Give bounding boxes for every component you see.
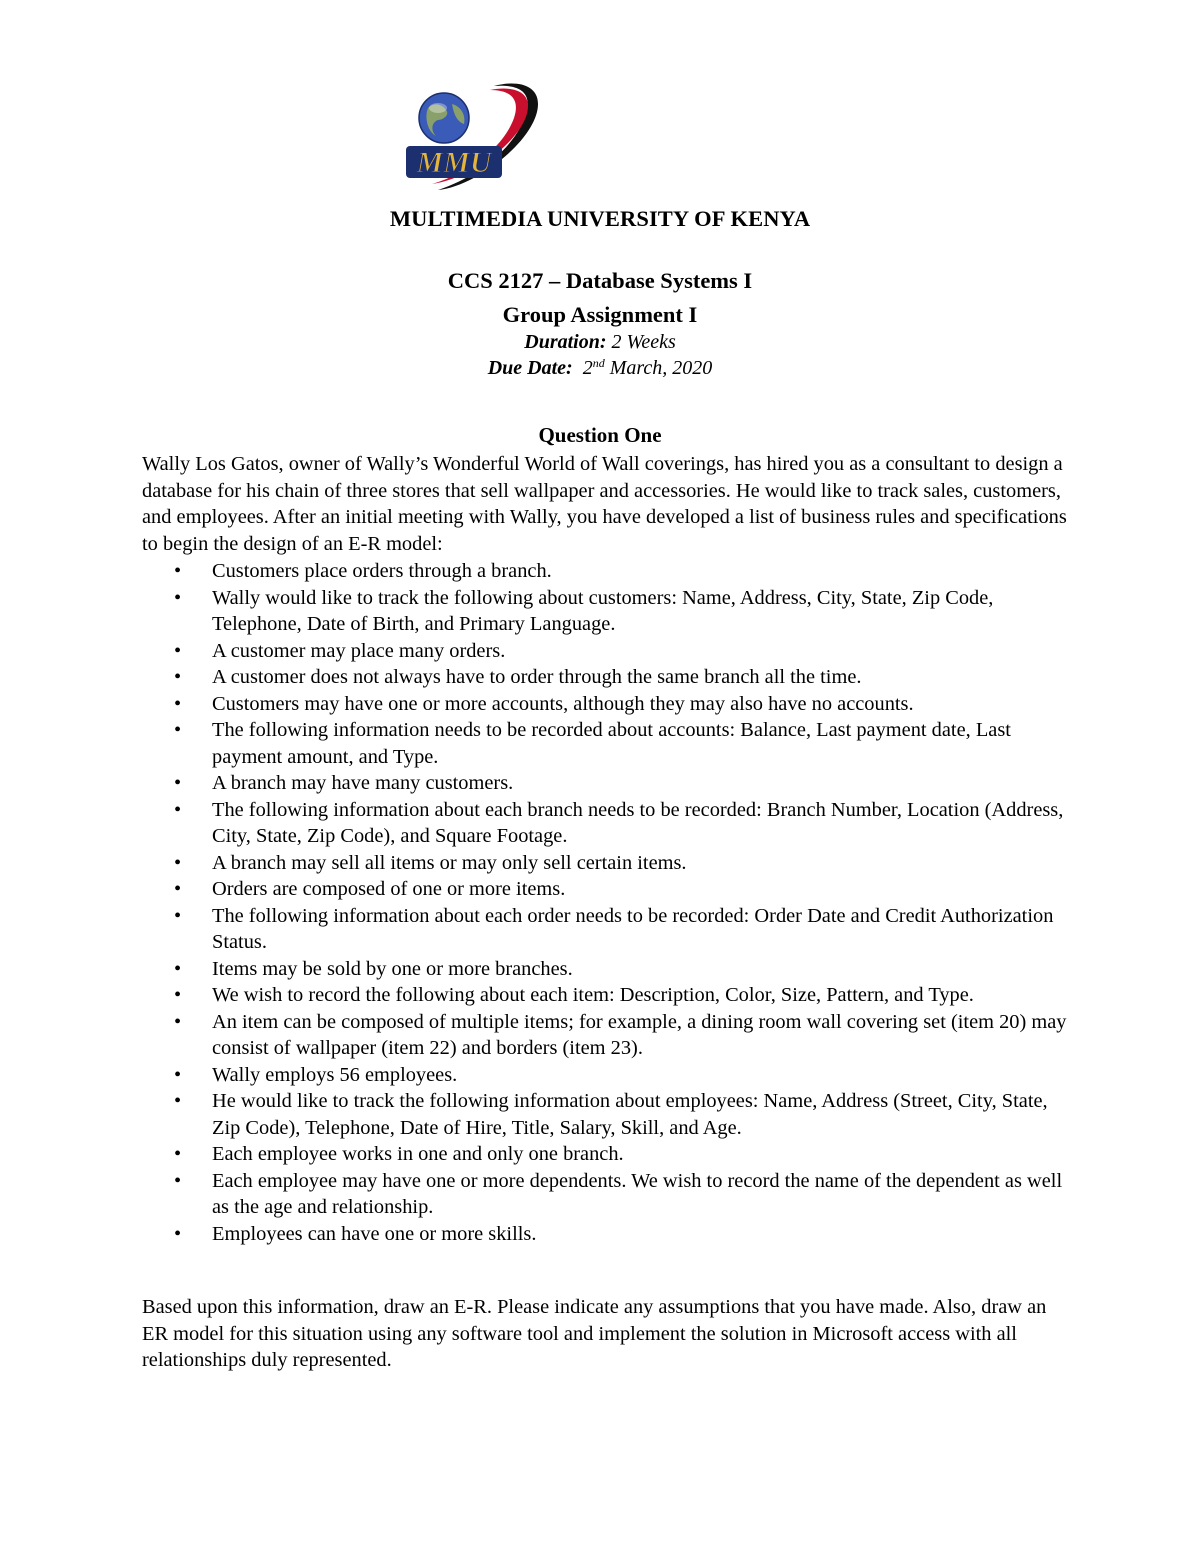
bullet-icon: • bbox=[174, 692, 182, 715]
logo-mmu-text bbox=[406, 146, 502, 179]
duration-value: 2 Weeks bbox=[606, 331, 676, 353]
list-item-text: Employees can have one or more skills. bbox=[212, 1222, 537, 1245]
duration-label: Duration: bbox=[524, 331, 607, 353]
duration-line bbox=[0, 331, 1200, 354]
bullet-icon: • bbox=[174, 666, 182, 688]
list-item bbox=[142, 903, 1072, 956]
assignment-title: Group Assignment I bbox=[502, 302, 698, 327]
list-item-text: A branch may have many customers. bbox=[212, 772, 514, 794]
bullet-icon: • bbox=[174, 639, 182, 662]
list-item-text: Customers place orders through a branch. bbox=[212, 560, 552, 582]
list-item bbox=[142, 717, 1072, 770]
bullet-icon: • bbox=[174, 851, 182, 874]
bullet-icon: • bbox=[174, 1090, 182, 1112]
list-item bbox=[142, 850, 1072, 877]
due-date-rest: March, 2020 bbox=[604, 357, 713, 379]
list-item bbox=[142, 638, 1072, 665]
list-item bbox=[142, 1062, 1072, 1089]
university-name: MULTIMEDIA UNIVERSITY OF KENYA bbox=[389, 206, 811, 231]
bullet-icon: • bbox=[174, 719, 182, 741]
university-logo bbox=[398, 78, 546, 202]
list-item-text: A branch may sell all items or may only sell certain items. bbox=[212, 851, 687, 874]
list-item-text: Wally would like to track the following about customers: Name, Address, City, State, Zip Code, Telephone, Date of Birth, and Primary Language. bbox=[212, 586, 994, 635]
list-item-text: We wish to record the following about each item: Description, Color, Size, Pattern, and Type. bbox=[212, 984, 974, 1006]
due-date-day: 2 bbox=[572, 357, 593, 379]
list-item-text: The following information needs to be recorded about accounts: Balance, Last payment date, Last payment amount, and Type. bbox=[212, 719, 1011, 768]
course-title: CCS 2127 – Database Systems I bbox=[447, 268, 753, 293]
business-rules-list bbox=[142, 558, 1072, 1247]
bullet-icon: • bbox=[174, 957, 182, 980]
list-item bbox=[142, 956, 1072, 983]
question-title: Question One bbox=[538, 423, 662, 447]
list-item bbox=[142, 691, 1072, 718]
list-item-text: He would like to track the following information about employees: Name, Address (Street, City, State, Zip Code), Telephone, Date of Hire, Title, Salary, Skill, and Age. bbox=[212, 1090, 1048, 1139]
bullet-icon: • bbox=[174, 1222, 182, 1245]
list-item bbox=[142, 664, 1072, 691]
question-intro: Wally Los Gatos, owner of Wally’s Wonderful World of Wall coverings, has hired you as a consultant to design a database for his chain of three stores that sell wallpaper and accessories. He would like to track sales, customers, and employees. After an initial meeting with Wally, you have developed a list of business rules and specifications to begin the design of an E-R model: bbox=[142, 453, 1067, 555]
list-item bbox=[142, 982, 1072, 1009]
bullet-icon: • bbox=[174, 878, 182, 900]
svg-text:MMU: MMU bbox=[416, 146, 492, 179]
list-item-text: Items may be sold by one or more branches. bbox=[212, 957, 573, 980]
list-item-text: The following information about each branch needs to be recorded: Branch Number, Location (Address, City, State, Zip Code), and Square Footage. bbox=[212, 798, 1064, 847]
bullet-icon: • bbox=[174, 1010, 182, 1033]
due-date-line bbox=[0, 357, 1200, 380]
list-item bbox=[142, 1009, 1072, 1062]
bullet-icon: • bbox=[174, 1063, 182, 1086]
list-item bbox=[142, 1221, 1072, 1248]
bullet-icon: • bbox=[174, 1169, 182, 1192]
list-item bbox=[142, 1088, 1072, 1141]
bullet-icon: • bbox=[174, 772, 182, 794]
due-date-suffix: nd bbox=[592, 356, 605, 370]
list-item-text: Each employee may have one or more dependents. We wish to record the name of the dependent as well as the age and relationship. bbox=[212, 1169, 1063, 1218]
list-item-text: Each employee works in one and only one branch. bbox=[212, 1143, 624, 1165]
list-item bbox=[142, 1141, 1072, 1168]
bullet-icon: • bbox=[174, 560, 182, 582]
question-closing: Based upon this information, draw an E-R. Please indicate any assumptions that you have made. Also, draw an ER model for this situation using any software tool and implement the solution in Microsoft access with all relationships duly represented. bbox=[142, 1296, 1047, 1371]
bullet-icon: • bbox=[174, 586, 182, 609]
bullet-icon: • bbox=[174, 904, 182, 927]
bullet-icon: • bbox=[174, 1143, 182, 1165]
list-item-text: Customers may have one or more accounts, although they may also have no accounts. bbox=[212, 692, 914, 715]
list-item bbox=[142, 585, 1072, 638]
due-date-label: Due Date: bbox=[487, 357, 573, 379]
list-item-text: A customer may place many orders. bbox=[212, 639, 506, 662]
bullet-icon: • bbox=[174, 798, 182, 821]
list-item-text: The following information about each order needs to be recorded: Order Date and Credit Authorization Status. bbox=[212, 904, 1054, 953]
list-item bbox=[142, 558, 1072, 585]
list-item-text: Orders are composed of one or more items. bbox=[212, 878, 566, 900]
list-item bbox=[142, 1168, 1072, 1221]
list-item bbox=[142, 797, 1072, 850]
list-item-text: Wally employs 56 employees. bbox=[212, 1063, 458, 1086]
bullet-icon: • bbox=[174, 984, 182, 1006]
list-item bbox=[142, 876, 1072, 903]
list-item-text: An item can be composed of multiple items; for example, a dining room wall covering set (item 20) may consist of wallpaper (item 22) and borders (item 23). bbox=[212, 1010, 1067, 1059]
list-item bbox=[142, 770, 1072, 797]
mmu-logo-graphic bbox=[398, 78, 546, 202]
list-item-text: A customer does not always have to order through the same branch all the time. bbox=[212, 666, 862, 688]
